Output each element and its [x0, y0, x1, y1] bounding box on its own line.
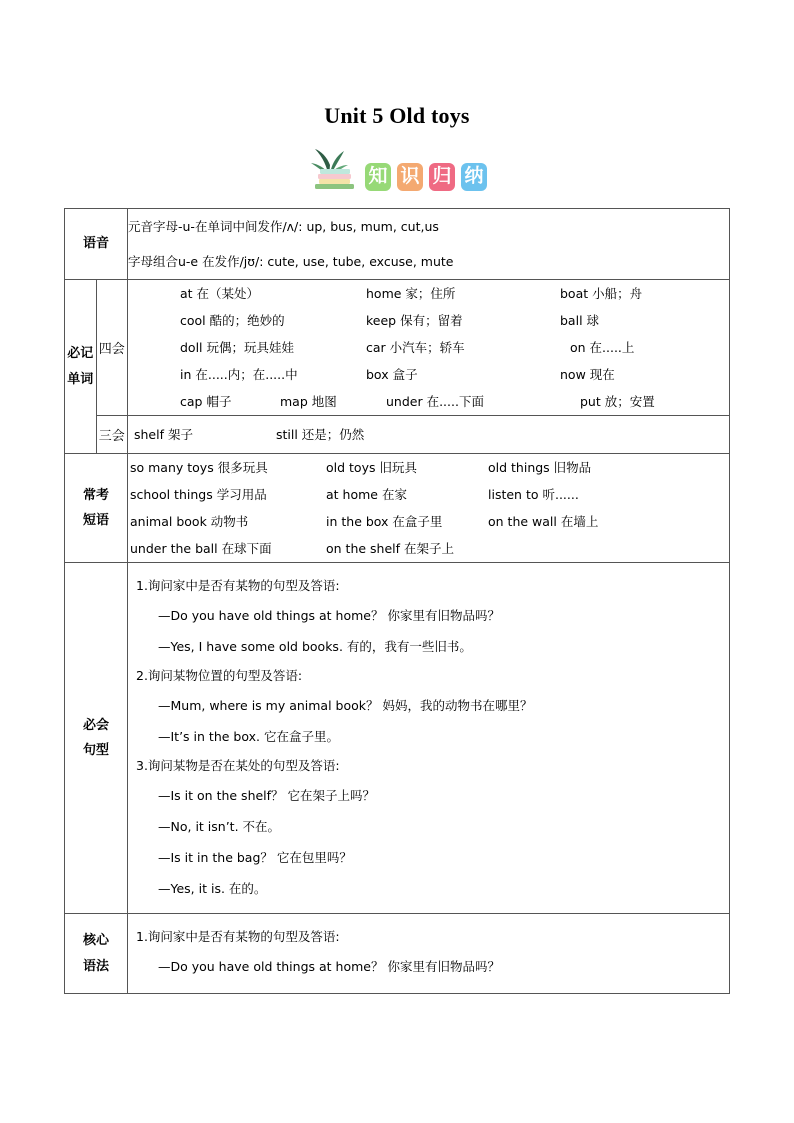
- phrase-row: [128, 454, 729, 481]
- phonetics-content: [128, 209, 730, 280]
- word-cell: still 还是；仍然: [276, 427, 365, 442]
- word-cell: box 盒子: [366, 367, 418, 382]
- phrases-content: [128, 454, 730, 563]
- word-row: [128, 388, 729, 415]
- phonetics-line-2: 字母组合u-e 在发作/jʊ/: cute, use, tube, excuse, mute: [128, 254, 454, 269]
- row-label-phrases-line2: 短语: [82, 513, 109, 528]
- pattern-line: —Yes, it is. 在的。: [158, 881, 267, 896]
- logo-char-2: [397, 163, 423, 191]
- phrase-cell: on the shelf 在架子上: [326, 541, 455, 556]
- table-row-phrases: [65, 454, 730, 563]
- word-row: [128, 421, 729, 448]
- word-cell: now 现在: [560, 367, 615, 382]
- word-cell: at 在（某处）: [180, 286, 260, 301]
- phrase-cell: listen to 听......: [488, 487, 579, 502]
- word-cell: cool 酷的；绝妙的: [180, 313, 285, 328]
- logo-char-4-text: 纳: [464, 165, 484, 187]
- grammar-line: —Do you have old things at home？ 你家里有旧物品吗？: [158, 959, 500, 974]
- word-cell: shelf 架子: [134, 427, 193, 442]
- phrase-cell: on the wall 在墙上: [488, 514, 599, 529]
- phrase-row: [128, 508, 729, 535]
- sub-label-four-skills: 四会: [96, 280, 128, 416]
- table-row-phonetics: [65, 209, 730, 280]
- phrase-cell: so many toys 很多玩具: [130, 460, 268, 475]
- pattern-line: —Is it in the bag？ 它在包里吗？: [158, 850, 352, 865]
- row-label-words: [65, 280, 97, 454]
- word-cell: boat 小船；舟: [560, 286, 643, 301]
- logo-char-4: [461, 163, 487, 191]
- pattern-line: —Is it on the shelf？ 它在架子上吗？: [158, 788, 376, 803]
- row-label-phonetics: 语音: [65, 209, 128, 280]
- word-cell: put 放；安置: [580, 394, 655, 409]
- three-skills-words: [128, 416, 730, 454]
- phrase-cell: school things 学习用品: [130, 487, 267, 502]
- word-row: [128, 280, 729, 307]
- word-cell: car 小汽车；轿车: [366, 340, 465, 355]
- phonetics-line-1: 元音字母-u-在单词中间发作/ʌ/: up, bus, mum, cut,us: [128, 219, 439, 234]
- sub-label-three-skills: 三会: [96, 416, 128, 454]
- logo-char-3-text: 归: [432, 165, 452, 187]
- pattern-line: —Do you have old things at home？ 你家里有旧物品吗？: [158, 608, 500, 623]
- grammar-heading: 1.询问家中是否有某物的句型及答语:: [136, 929, 340, 944]
- row-label-grammar-line2: 语法: [82, 958, 109, 974]
- word-row: [128, 334, 729, 361]
- word-cell: under 在.....下面: [386, 394, 484, 409]
- phrase-cell: under the ball 在球下面: [130, 541, 272, 556]
- row-label-words-line1: 必记: [67, 346, 94, 362]
- row-label-phrases: [65, 454, 128, 563]
- four-skills-words: [128, 280, 730, 416]
- logo-char-1-text: 知: [368, 165, 388, 187]
- row-label-sentence-patterns-line2: 句型: [82, 743, 109, 758]
- word-cell: on 在.....上: [570, 340, 635, 355]
- sentence-patterns-content: [128, 563, 730, 914]
- word-cell: doll 玩偶；玩具娃娃: [180, 340, 295, 355]
- word-cell: map 地图: [280, 394, 337, 409]
- knowledge-summary-table: [64, 208, 730, 994]
- word-cell: keep 保有；留着: [366, 313, 463, 328]
- phrase-row: [128, 535, 729, 562]
- phrase-cell: old toys 旧玩具: [326, 460, 417, 475]
- books-icon: [313, 166, 357, 190]
- row-label-grammar: [65, 914, 128, 994]
- word-row: [128, 361, 729, 388]
- row-label-grammar-line1: 核心: [82, 933, 109, 949]
- section-header-logo: [0, 145, 794, 191]
- logo-char-2-text: 识: [400, 165, 420, 187]
- word-row: [128, 307, 729, 334]
- word-cell: ball 球: [560, 313, 600, 328]
- pattern-line: —It’s in the box. 它在盒子里。: [158, 729, 339, 744]
- table-row-grammar: [65, 914, 730, 994]
- grammar-content: [128, 914, 730, 994]
- row-label-sentence-patterns: [65, 563, 128, 914]
- logo-char-3: [429, 163, 455, 191]
- pattern-line: —Yes, I have some old books. 有的，我有一些旧书。: [158, 639, 472, 654]
- pattern-heading: 2.询问某物位置的句型及答语:: [136, 668, 303, 683]
- phrase-cell: in the box 在盒子里: [326, 514, 443, 529]
- phrase-cell: at home 在家: [326, 487, 407, 502]
- phrase-cell: old things 旧物品: [488, 460, 592, 475]
- pattern-heading: 3.询问某物是否在某处的句型及答语:: [136, 758, 340, 773]
- word-cell: home 家；住所: [366, 286, 456, 301]
- phrase-row: [128, 481, 729, 508]
- phrase-cell: animal book 动物书: [130, 514, 249, 529]
- word-cell: cap 帽子: [180, 394, 232, 409]
- pattern-heading: 1.询问家中是否有某物的句型及答语:: [136, 578, 340, 593]
- logo-char-1: [365, 163, 391, 191]
- plant-and-books-illustration: [307, 145, 363, 191]
- page-title: Unit 5 Old toys: [324, 103, 470, 128]
- pattern-line: —No, it isn’t. 不在。: [158, 819, 281, 834]
- row-label-phrases-line1: 常考: [82, 487, 109, 503]
- table-row-words-four-skills: [65, 280, 730, 416]
- row-label-sentence-patterns-line1: 必会: [82, 717, 109, 733]
- row-label-words-line2: 单词: [67, 371, 94, 387]
- table-row-sentence-patterns: [65, 563, 730, 914]
- word-cell: in 在.....内；在.....中: [180, 367, 298, 382]
- pattern-line: —Mum, where is my animal book？ 妈妈，我的动物书在哪里？: [158, 698, 533, 713]
- table-row-words-three-skills: [65, 416, 730, 454]
